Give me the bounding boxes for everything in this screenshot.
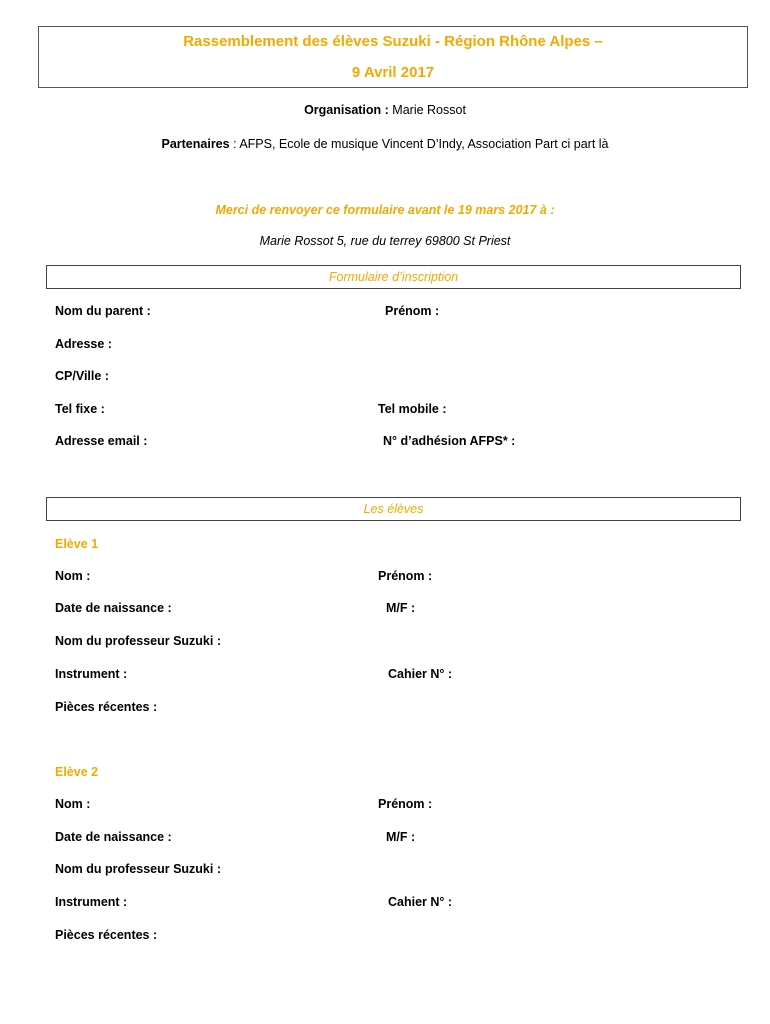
partenaires-label: Partenaires bbox=[161, 137, 230, 151]
eleves-section-title: Les élèves bbox=[46, 497, 741, 521]
eleve-1-professeur-label: Nom du professeur Suzuki : bbox=[55, 634, 221, 648]
eleve-2-heading: Elève 2 bbox=[55, 765, 99, 779]
eleve-1-pieces-label: Pièces récentes : bbox=[55, 700, 158, 714]
eleve-2-cahier-label: Cahier N° : bbox=[388, 895, 453, 909]
email-label: Adresse email : bbox=[55, 434, 148, 448]
deadline-notice: Merci de renvoyer ce formulaire avant le 19 mars 2017 à : bbox=[215, 203, 555, 217]
eleve-1-mf-label: M/F : bbox=[386, 601, 416, 615]
eleve-1-cahier-label: Cahier N° : bbox=[388, 667, 453, 681]
eleve-1-prenom-label: Prénom : bbox=[378, 569, 433, 583]
tel-fixe-label: Tel fixe : bbox=[55, 402, 105, 416]
eleve-2-professeur-label: Nom du professeur Suzuki : bbox=[55, 862, 221, 876]
organisation-value: Marie Rossot bbox=[388, 103, 466, 117]
event-date: 9 Avril 2017 bbox=[351, 64, 435, 81]
eleve-1-nom-label: Nom : bbox=[55, 569, 91, 583]
eleve-2-prenom-label: Prénom : bbox=[378, 797, 433, 811]
eleve-2-naissance-label: Date de naissance : bbox=[55, 830, 172, 844]
tel-mobile-label: Tel mobile : bbox=[378, 402, 447, 416]
inscription-section-title: Formulaire d’inscription bbox=[46, 265, 741, 289]
eleve-2-mf-label: M/F : bbox=[386, 830, 416, 844]
return-address: Marie Rossot 5, rue du terrey 69800 St Priest bbox=[259, 234, 511, 248]
eleve-2-pieces-label: Pièces récentes : bbox=[55, 928, 158, 942]
address-label: Adresse : bbox=[55, 337, 112, 351]
partenaires-line bbox=[0, 137, 770, 151]
adhesion-label: N° d’adhésion AFPS* : bbox=[383, 434, 516, 448]
parent-firstname-label: Prénom : bbox=[385, 304, 440, 318]
partenaires-value: : AFPS, Ecole de musique Vincent D’Indy, Association Part ci part là bbox=[229, 137, 609, 151]
organisation-line bbox=[0, 103, 770, 117]
title-box bbox=[38, 26, 748, 88]
event-title: Rassemblement des élèves Suzuki - Région Rhône Alpes – bbox=[183, 33, 603, 50]
cp-ville-label: CP/Ville : bbox=[55, 369, 109, 383]
organisation-label: Organisation : bbox=[304, 103, 389, 117]
eleve-1-heading: Elève 1 bbox=[55, 537, 99, 551]
parent-name-label: Nom du parent : bbox=[55, 304, 151, 318]
eleve-1-instrument-label: Instrument : bbox=[55, 667, 128, 681]
eleve-2-nom-label: Nom : bbox=[55, 797, 91, 811]
eleve-1-naissance-label: Date de naissance : bbox=[55, 601, 172, 615]
eleve-2-instrument-label: Instrument : bbox=[55, 895, 128, 909]
